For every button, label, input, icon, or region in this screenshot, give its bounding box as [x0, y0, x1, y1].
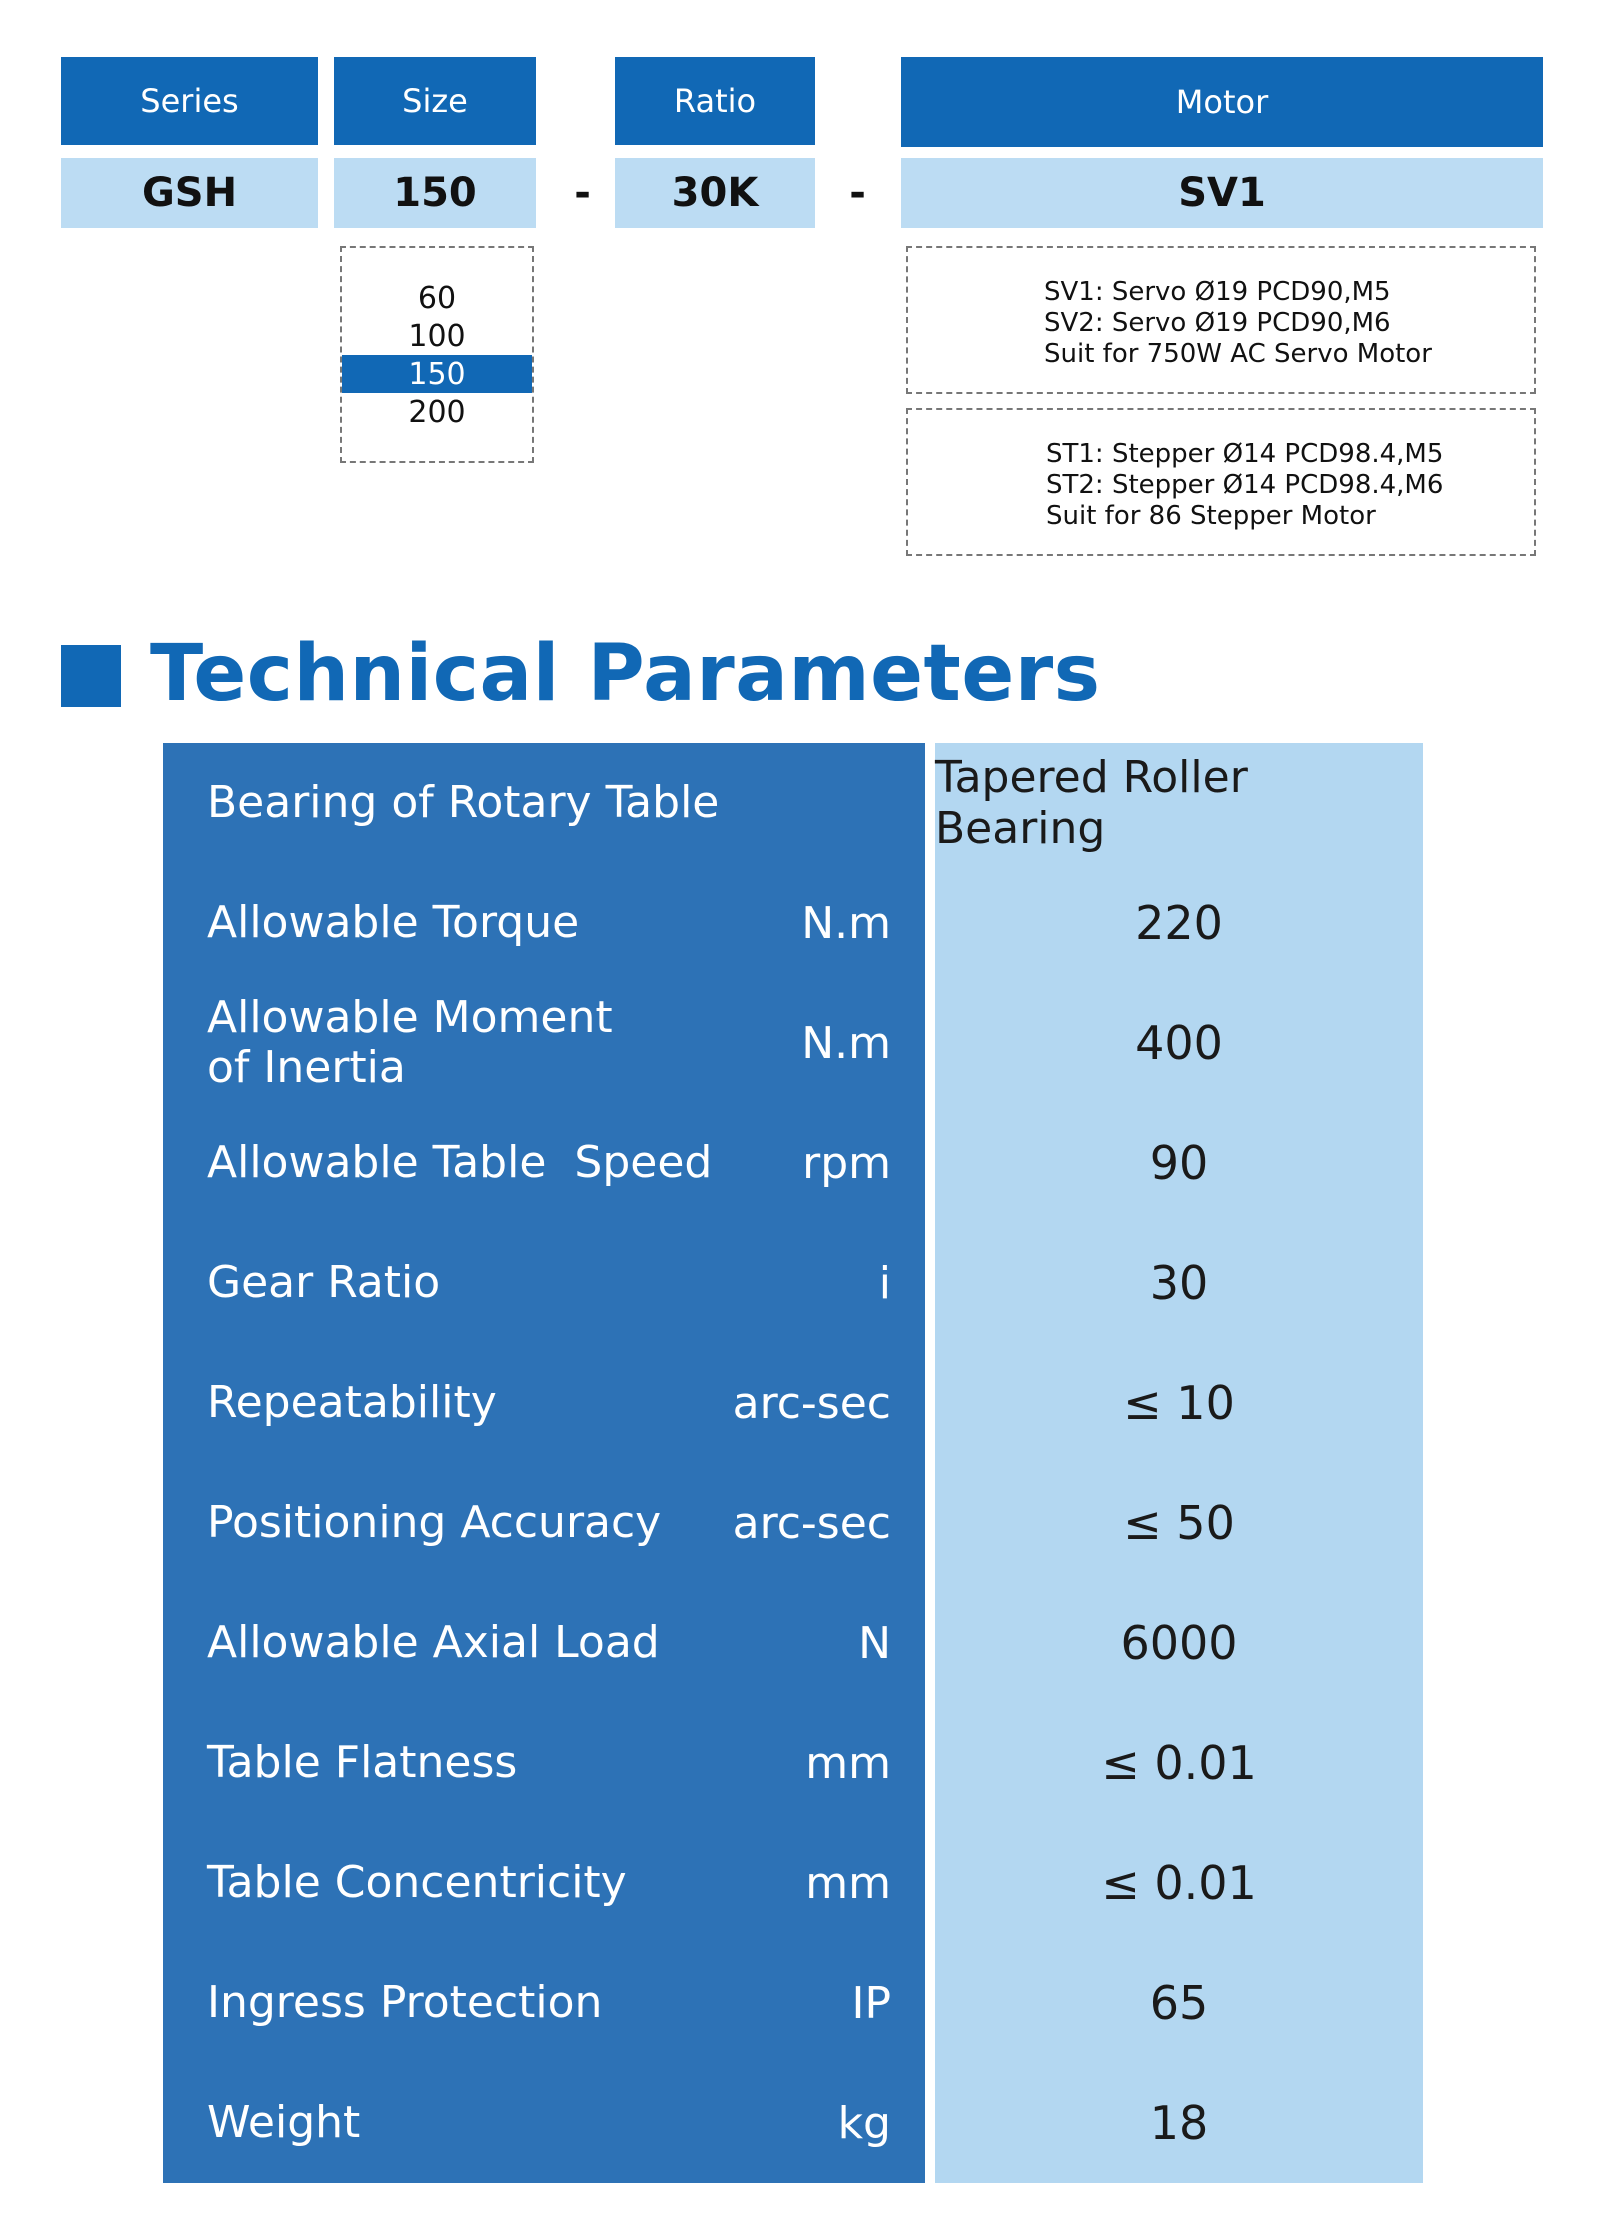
parameter-unit: i [878, 1257, 891, 1309]
size-option: 100 [408, 318, 466, 354]
parameter-label-cell [163, 983, 925, 1103]
separator-dash: - [574, 170, 591, 216]
series-value: GSH [61, 158, 318, 228]
parameter-unit: mm [805, 1737, 891, 1789]
servo-option-sv2: SV2: Servo Ø19 PCD90,M6 [1044, 308, 1391, 338]
parameter-value: 90 [935, 1103, 1423, 1223]
parameter-value: ≤ 0.01 [935, 1823, 1423, 1943]
parameter-value: 18 [935, 2063, 1423, 2183]
parameter-label-cell [163, 743, 925, 863]
table-row [163, 1103, 1423, 1223]
parameter-value: 65 [935, 1943, 1423, 2063]
stepper-suit-note: Suit for 86 Stepper Motor [1046, 501, 1376, 531]
parameter-label-cell [163, 2063, 925, 2183]
parameter-label: Positioning Accuracy [207, 1497, 662, 1548]
motor-header: Motor [901, 57, 1543, 147]
stepper-option-st2: ST2: Stepper Ø14 PCD98.4,M6 [1046, 470, 1444, 500]
parameter-value: 400 [935, 983, 1423, 1103]
table-row [163, 743, 1423, 863]
parameter-label: Allowable Axial Load [207, 1617, 660, 1668]
parameter-label: Repeatability [207, 1377, 497, 1428]
parameter-label: Weight [207, 2097, 361, 2148]
parameter-label: Allowable Table Speed [207, 1137, 713, 1188]
parameter-label: Ingress Protection [207, 1977, 603, 2028]
stepper-option-st1: ST1: Stepper Ø14 PCD98.4,M5 [1046, 439, 1444, 469]
parameter-label-line: of Inertia [207, 1042, 406, 1093]
parameter-label-cell [163, 1823, 925, 1943]
parameter-label: Bearing of Rotary Table [207, 777, 720, 828]
parameter-unit: arc-sec [732, 1497, 891, 1549]
parameter-unit: arc-sec [732, 1377, 891, 1429]
size-option-selected: 150 [342, 355, 532, 393]
size-options-box [340, 246, 534, 463]
parameter-unit: N.m [801, 1017, 891, 1069]
parameter-unit: kg [837, 2097, 891, 2149]
table-row [163, 983, 1423, 1103]
parameter-label-cell [163, 1223, 925, 1343]
size-header: Size [334, 57, 536, 145]
stepper-options-box [906, 408, 1536, 556]
title-square-icon [61, 645, 121, 707]
parameter-label: Table Flatness [207, 1737, 518, 1788]
table-row [163, 1823, 1423, 1943]
parameter-label-cell [163, 1943, 925, 2063]
series-header: Series [61, 57, 318, 145]
servo-suit-note: Suit for 750W AC Servo Motor [1044, 339, 1432, 369]
ratio-value: 30K [615, 158, 815, 228]
table-row [163, 1463, 1423, 1583]
parameter-label: Allowable Torque [207, 897, 580, 948]
parameter-label: Table Concentricity [207, 1857, 627, 1908]
parameter-label-line: Allowable Moment [207, 992, 613, 1043]
table-row [163, 1583, 1423, 1703]
table-row [163, 863, 1423, 983]
parameter-unit: N.m [801, 897, 891, 949]
parameter-unit: rpm [802, 1137, 891, 1189]
size-value: 150 [334, 158, 536, 228]
parameter-value: Tapered Roller Bearing [935, 743, 1423, 863]
parameter-unit: IP [851, 1977, 891, 2029]
motor-value: SV1 [901, 158, 1543, 228]
parameter-unit: mm [805, 1857, 891, 1909]
section-title: Technical Parameters [150, 629, 1101, 719]
parameter-label-cell [163, 1343, 925, 1463]
table-row [163, 1943, 1423, 2063]
parameter-value: ≤ 10 [935, 1343, 1423, 1463]
parameter-label [207, 993, 613, 1093]
parameter-value: 30 [935, 1223, 1423, 1343]
parameter-label: Gear Ratio [207, 1257, 441, 1308]
parameter-label-cell [163, 1103, 925, 1223]
parameter-value: 220 [935, 863, 1423, 983]
parameter-value: 6000 [935, 1583, 1423, 1703]
table-row [163, 1343, 1423, 1463]
table-row [163, 2063, 1423, 2183]
servo-options-box [906, 246, 1536, 394]
parameter-label-cell [163, 863, 925, 983]
parameter-label-cell [163, 1463, 925, 1583]
parameter-value: ≤ 50 [935, 1463, 1423, 1583]
parameter-value: ≤ 0.01 [935, 1703, 1423, 1823]
table-row [163, 1703, 1423, 1823]
separator-dash: - [849, 170, 866, 216]
parameter-unit: N [858, 1617, 891, 1669]
servo-option-sv1: SV1: Servo Ø19 PCD90,M5 [1044, 277, 1391, 307]
table-row [163, 1223, 1423, 1343]
size-option: 60 [417, 280, 457, 316]
size-option: 200 [408, 394, 466, 430]
parameter-label-cell [163, 1703, 925, 1823]
ratio-header: Ratio [615, 57, 815, 145]
parameter-label-cell [163, 1583, 925, 1703]
